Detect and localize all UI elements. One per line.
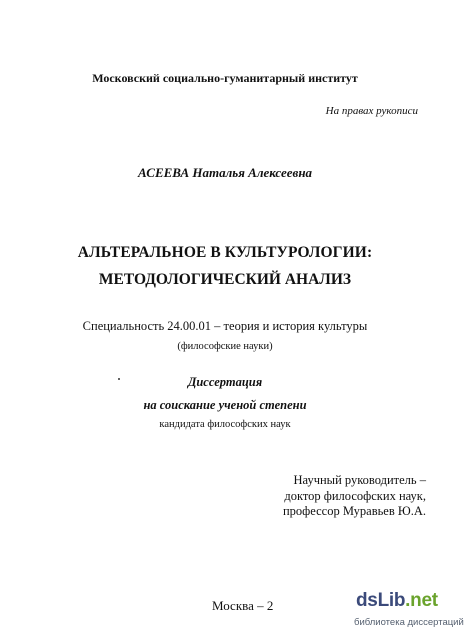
watermark-wordmark [356,590,438,612]
institution-name: Московский социально-гуманитарный институт [92,71,358,85]
watermark-wordmark-part-2: .net [405,590,438,611]
dissertation-title-line-2: МЕТОДОЛОГИЧЕСКИЙ АНАЛИЗ [98,271,352,288]
supervisor-line-3: профессор Муравьев Ю.А. [282,504,426,518]
specialty-field: (философские науки) [177,341,273,352]
supervisor-block [283,473,426,520]
dissertation-heading: Диссертация [187,375,263,389]
watermark-wordmark-part-1: dsLib [356,590,406,611]
dslib-watermark-logo[interactable] [354,590,464,636]
dissertation-purpose: на соискание ученой степени [143,398,307,412]
supervisor-line-1: Научный руководитель – [293,473,426,487]
supervisor-line-2: доктор философских наук, [284,488,426,503]
watermark-subtitle: библиотека диссертаций [354,617,464,628]
specialty-line: Специальность 24.00.01 – теория и история культуры [82,319,368,333]
author-name: АСЕЕВА Наталья Алексеевна [137,165,313,180]
degree-name: кандидата философских наук [159,419,291,430]
manuscript-rights-note: На правах рукописи [325,105,418,117]
dissertation-title-line-1: АЛЬТЕРАЛЬНОЕ В КУЛЬТУРОЛОГИИ: [77,244,373,261]
city-year: Москва – 2 [212,598,274,613]
